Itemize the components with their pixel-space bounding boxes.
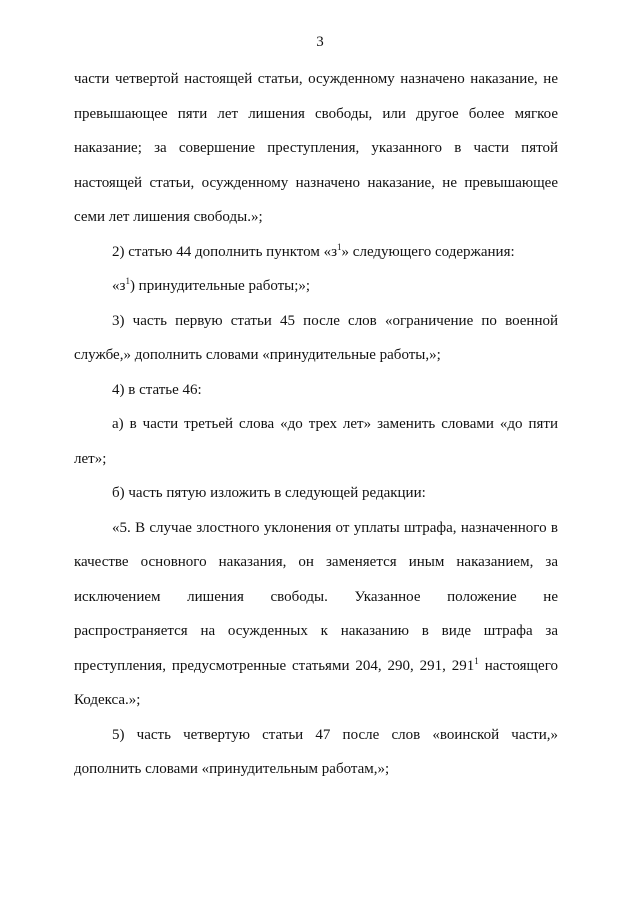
paragraph-continuation: части четвертой настоящей статьи, осужденному назначено наказание, не превышающее пяти лет лишения свободы, или другое более мягкое наказание; за совершение преступления, указанного в части пятой настоящей статьи, осужденному назначено наказание, не превышающее семи лет лишения свободы.»;	[74, 71, 558, 225]
page-number: 3	[316, 34, 324, 50]
paragraph-item-4: 4) в статье 46:	[112, 381, 202, 398]
document-body	[74, 62, 558, 787]
paragraph-quoted-part-5-text-a: «5. В случае злостного уклонения от уплаты штрафа, назначенного в качестве основного наказания, он заменяется иным наказанием, за исключением лишения свободы. Указанное положение не распространяется на осужденных к наказанию в виде штрафа за преступления, предусмотренные статьями 204, 290, 291, 291	[74, 519, 558, 674]
paragraph-item-z1	[74, 269, 558, 304]
paragraph-item-4a: а) в части третьей слова «до трех лет» заменить словами «до пяти лет»;	[74, 416, 558, 467]
paragraph-item-2-text-a: 2) статью 44 дополнить пунктом «з	[112, 243, 338, 260]
paragraph-item-z1-text-b: ) принудительные работы;»;	[129, 278, 311, 294]
paragraph-item-5: 5) часть четвертую статьи 47 после слов «воинской части,» дополнить словами «принудительным работам,»;	[74, 726, 558, 777]
superscript-marker: 1	[337, 241, 342, 252]
paragraph-item-4b: б) часть пятую изложить в следующей редакции:	[112, 485, 426, 501]
paragraph-quoted-part-5-text-b: настоящего Кодекса.»;	[74, 657, 558, 708]
paragraph-item-2	[74, 235, 558, 270]
paragraph-item-3: 3) часть первую статьи 45 после слов «ограничение по военной службе,» дополнить словами «принудительные работы,»;	[74, 312, 558, 363]
superscript-marker: 1	[125, 276, 130, 286]
paragraph-item-2-text-b: » следующего содержания:	[341, 243, 515, 260]
paragraph-quoted-part-5	[74, 511, 558, 718]
paragraph-item-z1-text-a: «з	[112, 278, 126, 294]
superscript-marker: 1	[474, 655, 479, 666]
